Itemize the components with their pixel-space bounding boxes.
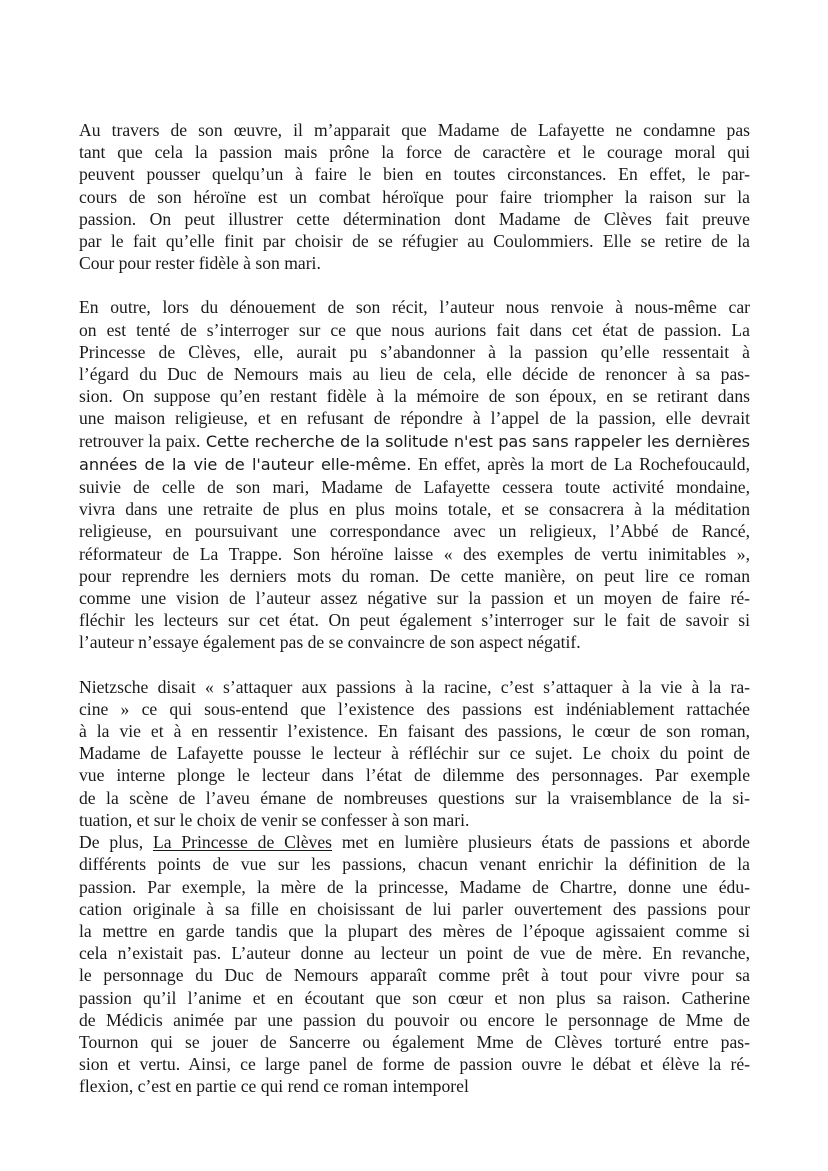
text-fragment-sans: années de la vie de l'auteur elle-même. bbox=[79, 454, 412, 474]
text-line: réformateur de La Trappe. Son héroïne laisse « des exemples de vertu inimitables », bbox=[79, 543, 750, 564]
text-line: cine » ce qui sous-entend que l’existence des passions est indéniablement rattachée bbox=[79, 698, 750, 719]
text-line: Nietzsche disait « s’attaquer aux passions à la racine, c’est s’attaquer à la vie à la ra- bbox=[79, 676, 750, 697]
document-page bbox=[79, 119, 750, 1098]
paragraph-gap bbox=[79, 274, 750, 296]
text-line: passion. Par exemple, la mère de la princesse, Madame de Chartre, donne une édu- bbox=[79, 876, 750, 897]
text-line: cours de son héroïne est un combat héroïque pour faire triompher la raison sur la bbox=[79, 186, 750, 207]
paragraph-gap bbox=[79, 654, 750, 676]
text-line: sion. On suppose qu’en restant fidèle à la mémoire de son époux, en se retirant dans bbox=[79, 386, 750, 407]
text-line: vue interne plonge le lecteur dans l’état de dilemme des personnages. Par exemple bbox=[79, 765, 750, 786]
text-line: tuation, et sur le choix de venir se confesser à son mari. bbox=[79, 809, 470, 830]
text-line: comme une vision de l’auteur assez négative sur la passion et un moyen de faire ré- bbox=[79, 588, 750, 609]
paragraph-3 bbox=[79, 676, 750, 831]
text-line: Tournon qui se jouer de Sancerre ou également Mme de Clèves torturé entre pas- bbox=[79, 1031, 750, 1052]
text-line: différents points de vue sur les passions, chacun venant enrichir la définition de la bbox=[79, 854, 750, 875]
text-line: à la vie et à en ressentir l’existence. En faisant des passions, le cœur de son roman, bbox=[79, 721, 750, 742]
text-fragment: En effet, après la mort de La Rochefoucauld, bbox=[411, 453, 750, 474]
book-title-reference: La Princesse de Clèves bbox=[152, 832, 333, 853]
text-line: pour reprendre les derniers mots du roman. De cette manière, on peut lire ce roman bbox=[79, 565, 750, 586]
text-line: religieuse, en poursuivant une correspondance avec un religieux, l’Abbé de Rancé, bbox=[79, 521, 750, 542]
paragraph-1 bbox=[79, 119, 750, 274]
text-line: Princesse de Clèves, elle, aurait pu s’abandonner à la passion qu’elle ressentait à bbox=[79, 341, 750, 362]
text-line: l’égard du Duc de Nemours mais au lieu de cela, elle décide de renoncer à sa pas- bbox=[79, 364, 750, 385]
text-line: suivie de celle de son mari, Madame de Lafayette cessera toute activité mondaine, bbox=[79, 477, 750, 498]
text-line: peuvent pousser quelqu’un à faire le bien en toutes circonstances. En effet, le par- bbox=[79, 164, 750, 185]
text-fragment: De plus, bbox=[79, 832, 153, 853]
text-line: vivra dans une retraite de plus en plus moins totale, et se consacrera à la méditation bbox=[79, 499, 750, 520]
text-line bbox=[79, 831, 750, 853]
paragraph-2 bbox=[79, 296, 750, 653]
text-line: on est tenté de s’interroger sur ce que nous aurions fait dans cet état de passion. La bbox=[79, 319, 750, 340]
text-line: sion et vertu. Ainsi, ce large panel de forme de passion ouvre le débat et élève la ré- bbox=[79, 1054, 750, 1075]
text-line bbox=[79, 453, 750, 476]
text-line bbox=[79, 430, 750, 453]
text-line: En outre, lors du dénouement de son récit, l’auteur nous renvoie à nous-même car bbox=[79, 297, 750, 318]
text-line: Madame de Lafayette pousse le lecteur à réfléchir sur ce sujet. Le choix du point de bbox=[79, 743, 750, 764]
text-line: passion. On peut illustrer cette détermination dont Madame de Clèves fait preuve bbox=[79, 208, 750, 229]
paragraph-4 bbox=[79, 831, 750, 1097]
text-line: tant que cela la passion mais prône la force de caractère et le courage moral qui bbox=[79, 142, 750, 163]
text-line: fléchir les lecteurs sur cet état. On peut également s’interroger sur le fait de savoir si bbox=[79, 610, 750, 631]
text-fragment: retrouver la paix. bbox=[79, 430, 201, 451]
text-line: l’auteur n’essaye également pas de se convaincre de son aspect négatif. bbox=[79, 632, 581, 653]
text-line: cation originale à sa fille en choisissant de lui parler ouvertement des passions pour bbox=[79, 898, 750, 919]
text-line: la mettre en garde tandis que la plupart des mères de l’époque agissaient comme si bbox=[79, 920, 750, 941]
text-line: une maison religieuse, et en refusant de répondre à l’appel de la passion, elle devrait bbox=[79, 408, 750, 429]
text-line: flexion, c’est en partie ce qui rend ce roman intemporel bbox=[79, 1076, 469, 1097]
text-line: par le fait qu’elle finit par choisir de se réfugier au Coulommiers. Elle se retire de la bbox=[79, 231, 750, 252]
text-line: de Médicis animée par une passion du pouvoir ou encore le personnage de Mme de bbox=[79, 1009, 750, 1030]
text-line: Au travers de son œuvre, il m’apparait que Madame de Lafayette ne condamne pas bbox=[79, 120, 750, 140]
text-line: passion qu’il l’anime et en écoutant que son cœur et non plus sa raison. Catherine bbox=[79, 987, 750, 1008]
text-fragment-sans: Cette recherche de la solitude n'est pas sans rappeler les dernières bbox=[200, 431, 750, 451]
text-line: Cour pour rester fidèle à son mari. bbox=[79, 253, 321, 274]
text-line: de la scène de l’aveu émane de nombreuses questions sur la vraisemblance de la si- bbox=[79, 787, 750, 808]
text-fragment: met en lumière plusieurs états de passions et aborde bbox=[332, 832, 750, 853]
text-line: le personnage du Duc de Nemours apparaît comme prêt à tout pour vivre pour sa bbox=[79, 965, 750, 986]
text-line: cela n’existait pas. L’auteur donne au lecteur un point de vue de mère. En revanche, bbox=[79, 943, 750, 964]
